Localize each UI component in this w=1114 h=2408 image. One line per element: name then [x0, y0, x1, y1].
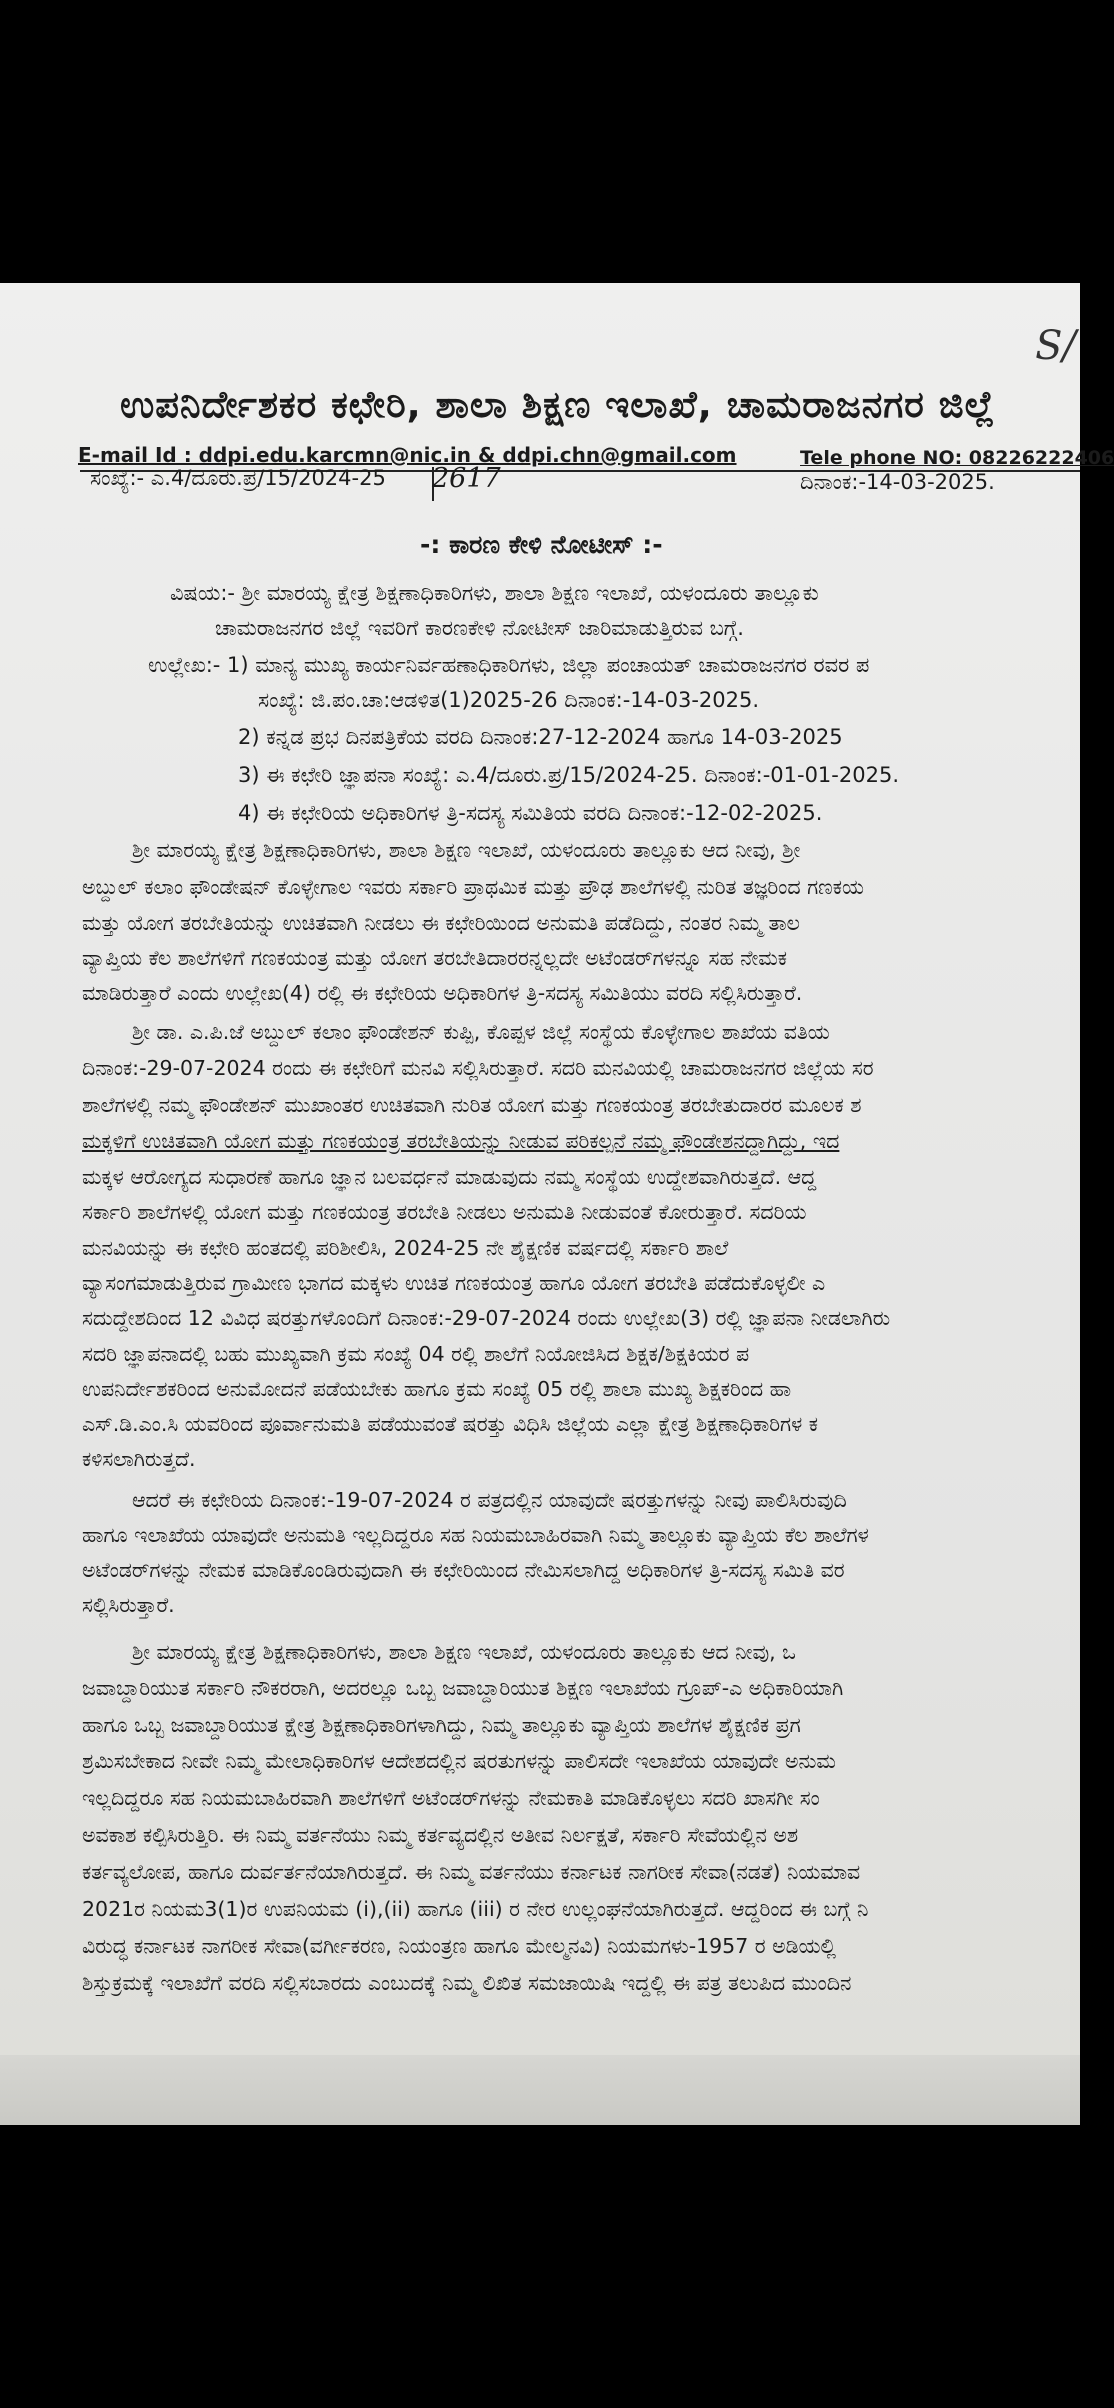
para1-line: ಮತ್ತು ಯೋಗ ತರಬೇತಿಯನ್ನು ಉಚಿತವಾಗಿ ನೀಡಲು ಈ ಕಛೇರಿಯಿಂದ ಅನುಮತಿ ಪಡೆದಿದ್ದು, ನಂತರ ನಿಮ್ಮ ತಾಲ [82, 911, 800, 935]
phone-line: Tele phone NO: 08226222406 [800, 447, 1114, 469]
para1-line: ಮಾಡಿರುತ್ತಾರೆ ಎಂದು ಉಲ್ಲೇಖ(4) ರಲ್ಲಿ ಈ ಕಛೇರಿಯ ಅಧಿಕಾರಿಗಳ ತ್ರಿ-ಸದಸ್ಯ ಸಮಿತಿಯು ವರದಿ ಸಲ್ಲಿಸಿರುತ್ತಾರೆ. [82, 981, 803, 1005]
reference-1a: ಉಲ್ಲೇಖ:- 1) ಮಾನ್ಯ ಮುಖ್ಯ ಕಾರ್ಯನಿರ್ವಹಣಾಧಿಕಾರಿಗಳು, ಜಿಲ್ಲಾ ಪಂಚಾಯತ್ ಚಾಮರಾಜನಗರ ರವರ ಪ [148, 653, 870, 677]
subject-line-2: ಚಾಮರಾಜನಗರ ಜಿಲ್ಲೆ ಇವರಿಗೆ ಕಾರಣಕೇಳಿ ನೋಟೀಸ್ ಜಾರಿಮಾಡುತ್ತಿರುವ ಬಗ್ಗೆ. [215, 616, 744, 640]
office-heading: ಉಪನಿರ್ದೇಶಕರ ಕಛೇರಿ, ಶಾಲಾ ಶಿಕ್ಷಣ ಇಲಾಖೆ, ಚಾಮರಾಜನಗರ ಜಿಲ್ಲೆ [120, 383, 996, 426]
para2-line: ಸದುದ್ದೇಶದಿಂದ 12 ವಿವಿಧ ಷರತ್ತುಗಳೊಂದಿಗೆ ದಿನಾಂಕ:-29-07-2024 ರಂದು ಉಲ್ಲೇಖ(3) ರಲ್ಲಿ ಜ್ಞಾಪನಾ ನೀಡಲಾಗಿರು [82, 1306, 891, 1330]
subject-line-1: ವಿಷಯ:- ಶ್ರೀ ಮಾರಯ್ಯ ಕ್ಷೇತ್ರ ಶಿಕ್ಷಣಾಧಿಕಾರಿಗಳು, ಶಾಲಾ ಶಿಕ್ಷಣ ಇಲಾಖೆ, ಯಳಂದೂರು ತಾಲ್ಲೂಕು [170, 581, 819, 605]
para2-line: ಎಸ್.ಡಿ.ಎಂ.ಸಿ ಯವರಿಂದ ಪೂರ್ವಾನುಮತಿ ಪಡೆಯುವಂತೆ ಷರತ್ತು ವಿಧಿಸಿ ಜಿಲ್ಲೆಯ ಎಲ್ಲಾ ಕ್ಷೇತ್ರ ಶಿಕ್ಷಣಾಧಿಕಾರಿಗಳ ಕ [82, 1412, 819, 1436]
notice-date: ದಿನಾಂಕ:-14-03-2025. [800, 470, 995, 494]
para1-line: ಅಬ್ದುಲ್ ಕಲಾಂ ಫೌಂಡೇಷನ್ ಕೊಳ್ಳೇಗಾಲ ಇವರು ಸರ್ಕಾರಿ ಪ್ರಾಥಮಿಕ ಮತ್ತು ಪ್ರೌಢ ಶಾಲೆಗಳಲ್ಲಿ ನುರಿತ ತಜ್ಞರಿಂದ ಗಣಕಯ [82, 875, 864, 899]
reference-4: 4) ಈ ಕಛೇರಿಯ ಅಧಿಕಾರಿಗಳ ತ್ರಿ-ಸದಸ್ಯ ಸಮಿತಿಯ ವರದಿ ದಿನಾಂಕ:-12-02-2025. [238, 801, 823, 825]
reference-number: ಸಂಖ್ಯೆ:- ಎ.4/ದೂರು.ಪ್ರ/15/2024-25 [90, 466, 386, 490]
para4-line: ಶ್ರೀ ಮಾರಯ್ಯ ಕ್ಷೇತ್ರ ಶಿಕ್ಷಣಾಧಿಕಾರಿಗಳು, ಶಾಲಾ ಶಿಕ್ಷಣ ಇಲಾಖೆ, ಯಳಂದೂರು ತಾಲ್ಲೂಕು ಆದ ನೀವು, ಒ [132, 1640, 796, 1664]
para2-line: ಶಾಲೆಗಳಲ್ಲಿ ನಮ್ಮ ಫೌಂಡೇಶನ್ ಮುಖಾಂತರ ಉಚಿತವಾಗಿ ನುರಿತ ಯೋಗ ಮತ್ತು ಗಣಕಯಂತ್ರ ತರಬೇತುದಾರರ ಮೂಲಕ ಶ [82, 1093, 862, 1117]
para2-line: ಸದರಿ ಜ್ಞಾಪನಾದಲ್ಲಿ ಬಹು ಮುಖ್ಯವಾಗಿ ಕ್ರಮ ಸಂಖ್ಯೆ 04 ರಲ್ಲಿ ಶಾಲೆಗೆ ನಿಯೋಜಿಸಿದ ಶಿಕ್ಷಕ/ಶಿಕ್ಷಕಿಯರ ಪ [82, 1342, 750, 1366]
para3-line: ಸಲ್ಲಿಸಿರುತ್ತಾರೆ. [82, 1593, 175, 1617]
handwritten-number: 2617 [432, 463, 501, 494]
para4-line: ಕರ್ತವ್ಯಲೋಪ, ಹಾಗೂ ದುರ್ವರ್ತನೆಯಾಗಿರುತ್ತದೆ. ಈ ನಿಮ್ಮ ವರ್ತನೆಯು ಕರ್ನಾಟಕ ನಾಗರೀಕ ಸೇವಾ(ನಡತೆ) ನಿಯಮಾವ [82, 1860, 861, 1884]
para3-line: ಹಾಗೂ ಇಲಾಖೆಯ ಯಾವುದೇ ಅನುಮತಿ ಇಲ್ಲದಿದ್ದರೂ ಸಹ ನಿಯಮಬಾಹಿರವಾಗಿ ನಿಮ್ಮ ತಾಲ್ಲೂಕು ವ್ಯಾಪ್ತಿಯ ಕೆಲ ಶಾಲೆಗಳ [82, 1523, 869, 1547]
para2-line: ಉಪನಿರ್ದೇಶಕರಿಂದ ಅನುಮೋದನೆ ಪಡೆಯಬೇಕು ಹಾಗೂ ಕ್ರಮ ಸಂಖ್ಯೆ 05 ರಲ್ಲಿ ಶಾಲಾ ಮುಖ್ಯ ಶಿಕ್ಷಕರಿಂದ ಹಾ [82, 1377, 792, 1401]
photo-background-bottom [0, 2125, 1080, 2408]
para2-line: ದಿನಾಂಕ:-29-07-2024 ರಂದು ಈ ಕಛೇರಿಗೆ ಮನವಿ ಸಲ್ಲಿಸಿರುತ್ತಾರೆ. ಸದರಿ ಮನವಿಯಲ್ಲಿ ಚಾಮರಾಜನಗರ ಜಿಲ್ಲೆಯ ಸರ [82, 1056, 874, 1080]
reference-1b: ಸಂಖ್ಯೆ: ಜಿ.ಪಂ.ಚಾ:ಆಡಳಿತ(1)2025-26 ದಿನಾಂಕ:-14-03-2025. [258, 688, 760, 712]
para2-line: ಮಕ್ಕಳ ಆರೋಗ್ಯದ ಸುಧಾರಣೆ ಹಾಗೂ ಜ್ಞಾನ ಬಲವರ್ಧನೆ ಮಾಡುವುದು ನಮ್ಮ ಸಂಸ್ಥೆಯ ಉದ್ದೇಶವಾಗಿರುತ್ತದೆ. ಆದ್ದ [82, 1165, 817, 1189]
para4-line: ಜವಾಬ್ದಾರಿಯುತ ಸರ್ಕಾರಿ ನೌಕರರಾಗಿ, ಅದರಲ್ಲೂ ಒಬ್ಬ ಜವಾಬ್ದಾರಿಯುತ ಶಿಕ್ಷಣ ಇಲಾಖೆಯ ಗ್ರೂಪ್-ಎ ಅಧಿಕಾರಿಯಾಗಿ [82, 1676, 844, 1700]
para4-line: ಶ್ರಮಿಸಬೇಕಾದ ನೀವೇ ನಿಮ್ಮ ಮೇಲಾಧಿಕಾರಿಗಳ ಆದೇಶದಲ್ಲಿನ ಷರತುಗಳನ್ನು ಪಾಲಿಸದೇ ಇಲಾಖೆಯ ಯಾವುದೇ ಅನುಮ [82, 1749, 836, 1773]
para4-line: ಅವಕಾಶ ಕಲ್ಪಿಸಿರುತ್ತಿರಿ. ಈ ನಿಮ್ಮ ವರ್ತನೆಯು ನಿಮ್ಮ ಕರ್ತವ್ಯದಲ್ಲಿನ ಅತೀವ ನಿರ್ಲಕ್ಷತೆ, ಸರ್ಕಾರಿ ಸೇವೆಯಲ್ಲಿನ ಅಶ [82, 1823, 799, 1847]
para3-line: ಆದರೆ ಈ ಕಛೇರಿಯ ದಿನಾಂಕ:-19-07-2024 ರ ಪತ್ರದಲ್ಲಿನ ಯಾವುದೇ ಷರತ್ತುಗಳನ್ನು ನೀವು ಪಾಲಿಸಿರುವುದಿ [132, 1488, 847, 1512]
para4-line: ಶಿಸ್ತುಕ್ರಮಕ್ಕೆ ಇಲಾಖೆಗೆ ವರದಿ ಸಲ್ಲಿಸಬಾರದು ಎಂಬುದಕ್ಕೆ ನಿಮ್ಮ ಲಿಖಿತ ಸಮಜಾಯಿಷಿ ಇದ್ದಲ್ಲಿ ಈ ಪತ್ರ ತಲುಪಿದ ಮುಂದಿನ [82, 1971, 852, 1995]
para4-line: 2021ರ ನಿಯಮ3(1)ರ ಉಪನಿಯಮ (i),(ii) ಹಾಗೂ (iii) ರ ನೇರ ಉಲ್ಲಂಘನೆಯಾಗಿರುತ್ತದೆ. ಆದ್ದರಿಂದ ಈ ಬಗ್ಗೆ ನಿ [82, 1897, 869, 1921]
para1-line: ಶ್ರೀ ಮಾರಯ್ಯ ಕ್ಷೇತ್ರ ಶಿಕ್ಷಣಾಧಿಕಾರಿಗಳು, ಶಾಲಾ ಶಿಕ್ಷಣ ಇಲಾಖೆ, ಯಳಂದೂರು ತಾಲ್ಲೂಕು ಆದ ನೀವು, ಶ್ರೀ [132, 838, 801, 862]
para4-line: ವಿರುದ್ಧ ಕರ್ನಾಟಕ ನಾಗರೀಕ ಸೇವಾ(ವರ್ಗೀಕರಣ, ನಿಯಂತ್ರಣ ಹಾಗೂ ಮೇಲ್ಮನವಿ) ನಿಯಮಗಳು-1957 ರ ಅಡಿಯಲ್ಲಿ [82, 1934, 837, 1958]
para2-line: ವ್ಯಾಸಂಗಮಾಡುತ್ತಿರುವ ಗ್ರಾಮೀಣ ಭಾಗದ ಮಕ್ಕಳು ಉಚಿತ ಗಣಕಯಂತ್ರ ಹಾಗೂ ಯೋಗ ತರಬೇತಿ ಪಡೆದುಕೊಳ್ಳಲೀ ಎ [82, 1271, 826, 1295]
para2-line: ಕಳಿಸಲಾಗಿರುತ್ತದೆ. [82, 1447, 196, 1471]
para1-line: ವ್ಯಾಪ್ತಿಯ ಕೆಲ ಶಾಲೆಗಳಿಗೆ ಗಣಕಯಂತ್ರ ಮತ್ತು ಯೋಗ ತರಬೇತಿದಾರರನ್ನಲ್ಲದೇ ಅಟೆಂಡರ್‌ಗಳನ್ನೂ ಸಹ ನೇಮಕ [82, 946, 788, 970]
notice-title: -: ಕಾರಣ ಕೇಳಿ ನೋಟೀಸ್ :- [420, 530, 663, 559]
reference-2: 2) ಕನ್ನಡ ಪ್ರಭ ದಿನಪತ್ರಿಕೆಯ ವರದಿ ದಿನಾಂಕ:27-12-2024 ಹಾಗೂ 14-03-2025 [238, 725, 843, 749]
para2-line: ಮನವಿಯನ್ನು ಈ ಕಛೇರಿ ಹಂತದಲ್ಲಿ ಪರಿಶೀಲಿಸಿ, 2024-25 ನೇ ಶೈಕ್ಷಣಿಕ ವರ್ಷದಲ್ಲಿ ಸರ್ಕಾರಿ ಶಾಲೆ [82, 1236, 729, 1260]
para2-line: ಶ್ರೀ ಡಾ. ಎ.ಪಿ.ಜೆ ಅಬ್ದುಲ್ ಕಲಾಂ ಫೌಂಡೇಶನ್ ಕುಪ್ಪಿ, ಕೊಪ್ಪಳ ಜಿಲ್ಲೆ ಸಂಸ್ಥೆಯ ಕೊಳ್ಳೇಗಾಲ ಶಾಖೆಯ ವತಿಯ [132, 1020, 830, 1044]
notice-paper [0, 283, 1114, 2125]
para4-line: ಇಲ್ಲದಿದ್ದರೂ ಸಹ ನಿಯಮಬಾಹಿರವಾಗಿ ಶಾಲೆಗಳಿಗೆ ಅಟೆಂಡರ್‌ಗಳನ್ನು ನೇಮಕಾತಿ ಮಾಡಿಕೊಳ್ಳಲು ಸದರಿ ಖಾಸಗೀ ಸಂ [82, 1786, 820, 1810]
para4-line: ಹಾಗೂ ಒಬ್ಬ ಜವಾಬ್ದಾರಿಯುತ ಕ್ಷೇತ್ರ ಶಿಕ್ಷಣಾಧಿಕಾರಿಗಳಾಗಿದ್ದು, ನಿಮ್ಮ ತಾಲ್ಲೂಕು ವ್ಯಾಪ್ತಿಯ ಶಾಲೆಗಳ ಶೈಕ್ಷಣಿಕ ಪ್ರಗ [82, 1713, 801, 1737]
para2-line: ಸರ್ಕಾರಿ ಶಾಲೆಗಳಲ್ಲಿ ಯೋಗ ಮತ್ತು ಗಣಕಯಂತ್ರ ತರಬೇತಿ ನೀಡಲು ಅನುಮತಿ ನೀಡುವಂತೆ ಕೋರುತ್ತಾರೆ. ಸದರಿಯ [82, 1200, 807, 1224]
para3-line: ಅಟೆಂಡರ್‌ಗಳನ್ನು ನೇಮಕ ಮಾಡಿಕೊಂಡಿರುವುದಾಗಿ ಈ ಕಛೇರಿಯಿಂದ ನೇಮಿಸಲಾಗಿದ್ದ ಅಧಿಕಾರಿಗಳ ತ್ರಿ-ಸದಸ್ಯ ಸಮಿತಿ ವರ [82, 1558, 845, 1582]
corner-handwritten-mark: S/ [1035, 323, 1076, 369]
email-line: E-mail Id : ddpi.edu.karcmn@nic.in & ddpi.chn@gmail.com [78, 443, 737, 467]
para2-line: ಮಕ್ಕಳಿಗೆ ಉಚಿತವಾಗಿ ಯೋಗ ಮತ್ತು ಗಣಕಯಂತ್ರ ತರಬೇತಿಯನ್ನು ನೀಡುವ ಪರಿಕಲ್ಪನೆ ನಮ್ಮ ಫೌಂಡೇಶನದ್ದಾಗಿದ್ದು, ಇದ [82, 1129, 840, 1153]
reference-3: 3) ಈ ಕಛೇರಿ ಜ್ಞಾಪನಾ ಸಂಖ್ಯೆ: ಎ.4/ದೂರು.ಪ್ರ/15/2024-25. ದಿನಾಂಕ:-01-01-2025. [238, 763, 899, 787]
